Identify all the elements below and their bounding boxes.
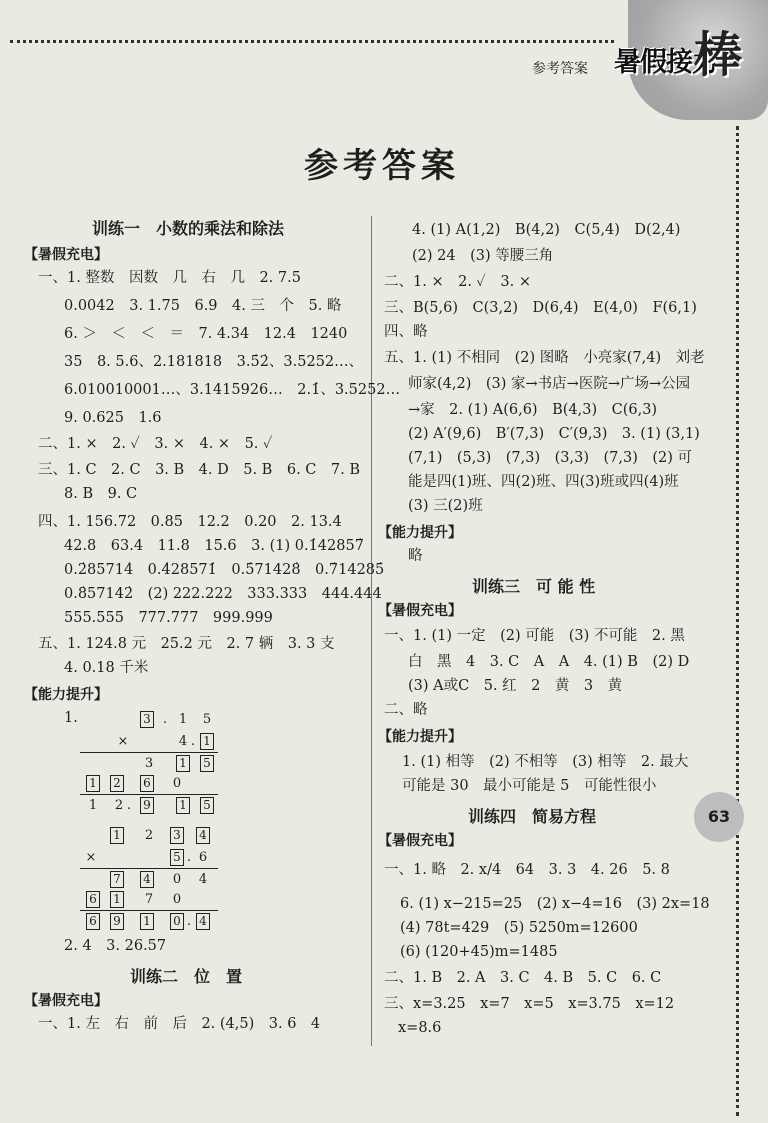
answer-line: 能是四(1)班、四(2)班、四(3)班或四(4)班	[408, 474, 679, 490]
answer-line: 6. ＞ ＜ ＜ ＝ 7. 4.34 12.4 1240	[64, 326, 348, 342]
page-title: 参考答案	[304, 146, 460, 186]
calc-digit: 1	[178, 712, 188, 727]
answer-line: 0.0042 3. 1.75 6.9 4. 三 个 5. 略	[64, 298, 342, 314]
calc-box: 9	[140, 797, 154, 814]
calc-box: 5	[200, 755, 214, 772]
answer-line: 三、1. C 2. C 3. B 4. D 5. B 6. C 7. B	[38, 462, 360, 478]
series-logo-text: 暑假接力	[614, 47, 718, 78]
calc-digit: 0	[172, 776, 182, 791]
calc-box: 2	[110, 775, 124, 792]
calc-digit: .	[162, 712, 168, 727]
calc-digit: 5	[202, 712, 212, 727]
answer-line: (4) 78t=429 (5) 5250m=12600	[400, 920, 638, 936]
calc-digit: 4	[178, 734, 188, 749]
section-heading-1: 训练一 小数的乘法和除法	[92, 219, 285, 238]
calc-box: 1	[176, 755, 190, 772]
answer-line: 555.555 777.777 999.999	[64, 610, 273, 626]
calc-box: 3	[170, 827, 184, 844]
answer-line: 四、1. 156.72 0.85 12.2 0.20 2. 13.4	[38, 514, 342, 530]
calc-box: 1	[200, 733, 214, 750]
calc-digit: .	[186, 914, 192, 929]
calc-box: 1	[176, 797, 190, 814]
calc-box: 1	[140, 913, 154, 930]
answer-line: 一、1. 略 2. x/4 64 3. 3 4. 26 5. 8	[384, 862, 670, 878]
answer-line: 可能是 30 最小可能是 5 可能性很小	[402, 778, 657, 794]
section-tag: 【暑假充电】	[378, 603, 462, 619]
calc-digit: 1	[88, 798, 98, 813]
section-tag: 【暑假充电】	[378, 833, 462, 849]
calc-digit: 2	[144, 828, 154, 843]
calc-digit: 0	[172, 872, 182, 887]
answer-line: 二、略	[384, 702, 428, 718]
answer-line: 一、1. 整数 因数 几 右 几 2. 7.5	[38, 270, 301, 286]
calc-box: 3	[140, 711, 154, 728]
answer-line: 4. (1) A(1,2) B(4,2) C(5,4) D(2,4)	[412, 222, 681, 238]
calc-digit: ×	[117, 734, 129, 749]
section-heading-3: 训练三 可 能 性	[472, 577, 596, 596]
answer-line: 8. B 9. C	[64, 486, 138, 502]
answer-line: 三、x=3.25 x=7 x=5 x=3.75 x=12	[384, 996, 675, 1012]
section-tag: 【暑假充电】	[24, 993, 108, 1009]
calc-digit: 0	[172, 892, 182, 907]
answer-line: 一、1. 左 右 前 后 2. (4,5) 3. 6 4	[38, 1016, 321, 1032]
answer-line: 二、1. B 2. A 3. C 4. B 5. C 6. C	[384, 970, 662, 986]
calc-box: 4	[196, 827, 210, 844]
calc-rule	[80, 868, 218, 869]
page-number-badge: 63	[694, 792, 744, 842]
calc-box: 0	[170, 913, 184, 930]
calc-digit: 2	[114, 798, 124, 813]
answer-line: 四、略	[384, 324, 428, 340]
answer-line: →家 2. (1) A(6,6) B(4,3) C(6,3)	[408, 402, 658, 418]
answer-line: 略	[408, 548, 423, 564]
calc-box: 9	[110, 913, 124, 930]
answer-line: 1. (1) 相等 (2) 不相等 (3) 相等 2. 最大	[402, 754, 689, 770]
calc-digit: .	[190, 734, 196, 749]
answer-line: 9. 0.625 1.6	[64, 410, 162, 426]
answer-line: (3) A或C 5. 红 2 黄 3 黄	[408, 678, 623, 694]
calc-box: 1	[86, 775, 100, 792]
calc-rule	[80, 752, 218, 753]
answer-line: 五、1. 124.8 元 25.2 元 2. 7 辆 3. 3 支	[38, 636, 335, 652]
answer-line: (7,1) (5,3) (7,3) (3,3) (7,3) (2) 可	[408, 450, 693, 466]
series-logo-char: 棒	[694, 27, 743, 83]
answer-line: 0.8̇57142̇ (2) 222.222 333.333 444.444	[64, 586, 382, 602]
calc-label: 1.	[64, 710, 78, 726]
answer-line: 0.2̇85714̇ 0.4̇28571̇ 0.5̇71428̇ 0.7̇14285̇	[64, 562, 385, 578]
answer-line: 6. (1) x−215=25 (2) x−4=16 (3) 2x=18	[400, 896, 710, 912]
answer-line: 35 8. 5.6、2.181818 3.5̇2̇、3.5252…、	[64, 354, 364, 370]
answer-line: 42.8 63.4 11.8 15.6 3. (1) 0.1̇42857̇	[64, 538, 364, 554]
answer-line: 一、1. (1) 一定 (2) 可能 (3) 不可能 2. 黑	[384, 628, 685, 644]
calc-digit: .	[186, 850, 192, 865]
answer-line: x=8.6	[398, 1020, 442, 1036]
calc-digit: 6	[198, 850, 208, 865]
calc-digit: 3	[144, 756, 154, 771]
calc-digit: 7	[144, 892, 154, 907]
section-tag: 【能力提升】	[378, 729, 462, 745]
calc-digit: .	[126, 798, 132, 813]
column-divider	[371, 216, 372, 1046]
answer-line: 4. 0.18 千米	[64, 660, 149, 676]
calc-box: 4	[196, 913, 210, 930]
section-tag: 【暑假充电】	[24, 247, 108, 263]
answer-line: (2) 24 (3) 等腰三角	[412, 248, 554, 264]
answer-line: 2. 4 3. 26.57	[64, 938, 167, 954]
answer-line: 白 黑 4 3. C A A 4. (1) B (2) D	[408, 654, 690, 670]
section-tag: 【能力提升】	[378, 525, 462, 541]
answer-line: 师家(4,2) (3) 家→书店→医院→广场→公园	[408, 376, 691, 392]
calc-box: 5	[200, 797, 214, 814]
calc-box: 1	[110, 891, 124, 908]
calc-box: 6	[140, 775, 154, 792]
section-tag: 【能力提升】	[24, 687, 108, 703]
answer-line: 二、1. × 2. ✓ 3. × 4. × 5. ✓	[38, 436, 273, 452]
calc-box: 7	[110, 871, 124, 888]
answer-line: 五、1. (1) 不相同 (2) 图略 小亮家(7,4) 刘老	[384, 350, 705, 366]
calc-digit: 4	[198, 872, 208, 887]
calc-box: 6	[86, 891, 100, 908]
calc-digit: ×	[85, 850, 97, 865]
calc-rule	[80, 910, 218, 911]
answer-line: (6) (120+45)m=1485	[400, 944, 558, 960]
section-heading-2: 训练二 位 置	[130, 967, 243, 986]
calc-box: 1	[110, 827, 124, 844]
section-heading-4: 训练四 简易方程	[468, 807, 597, 826]
calc-box: 5	[170, 849, 184, 866]
answer-line: 三、B(5,6) C(3,2) D(6,4) E(4,0) F(6,1)	[384, 300, 697, 316]
calc-rule	[80, 794, 218, 795]
answer-line: (3) 三(2)班	[408, 498, 483, 514]
right-dotted-rule	[736, 126, 739, 1116]
top-dotted-rule	[10, 40, 614, 43]
header-section-label: 参考答案	[532, 61, 588, 77]
calc-box: 4	[140, 871, 154, 888]
answer-line: 6.010010001…、3.1415926… 2.1̇、3.5252…	[64, 382, 401, 398]
answer-line: (2) A′(9,6) B′(7,3) C′(9,3) 3. (1) (3,1)	[408, 426, 700, 442]
calc-box: 6	[86, 913, 100, 930]
answer-line: 二、1. × 2. ✓ 3. ×	[384, 274, 531, 290]
